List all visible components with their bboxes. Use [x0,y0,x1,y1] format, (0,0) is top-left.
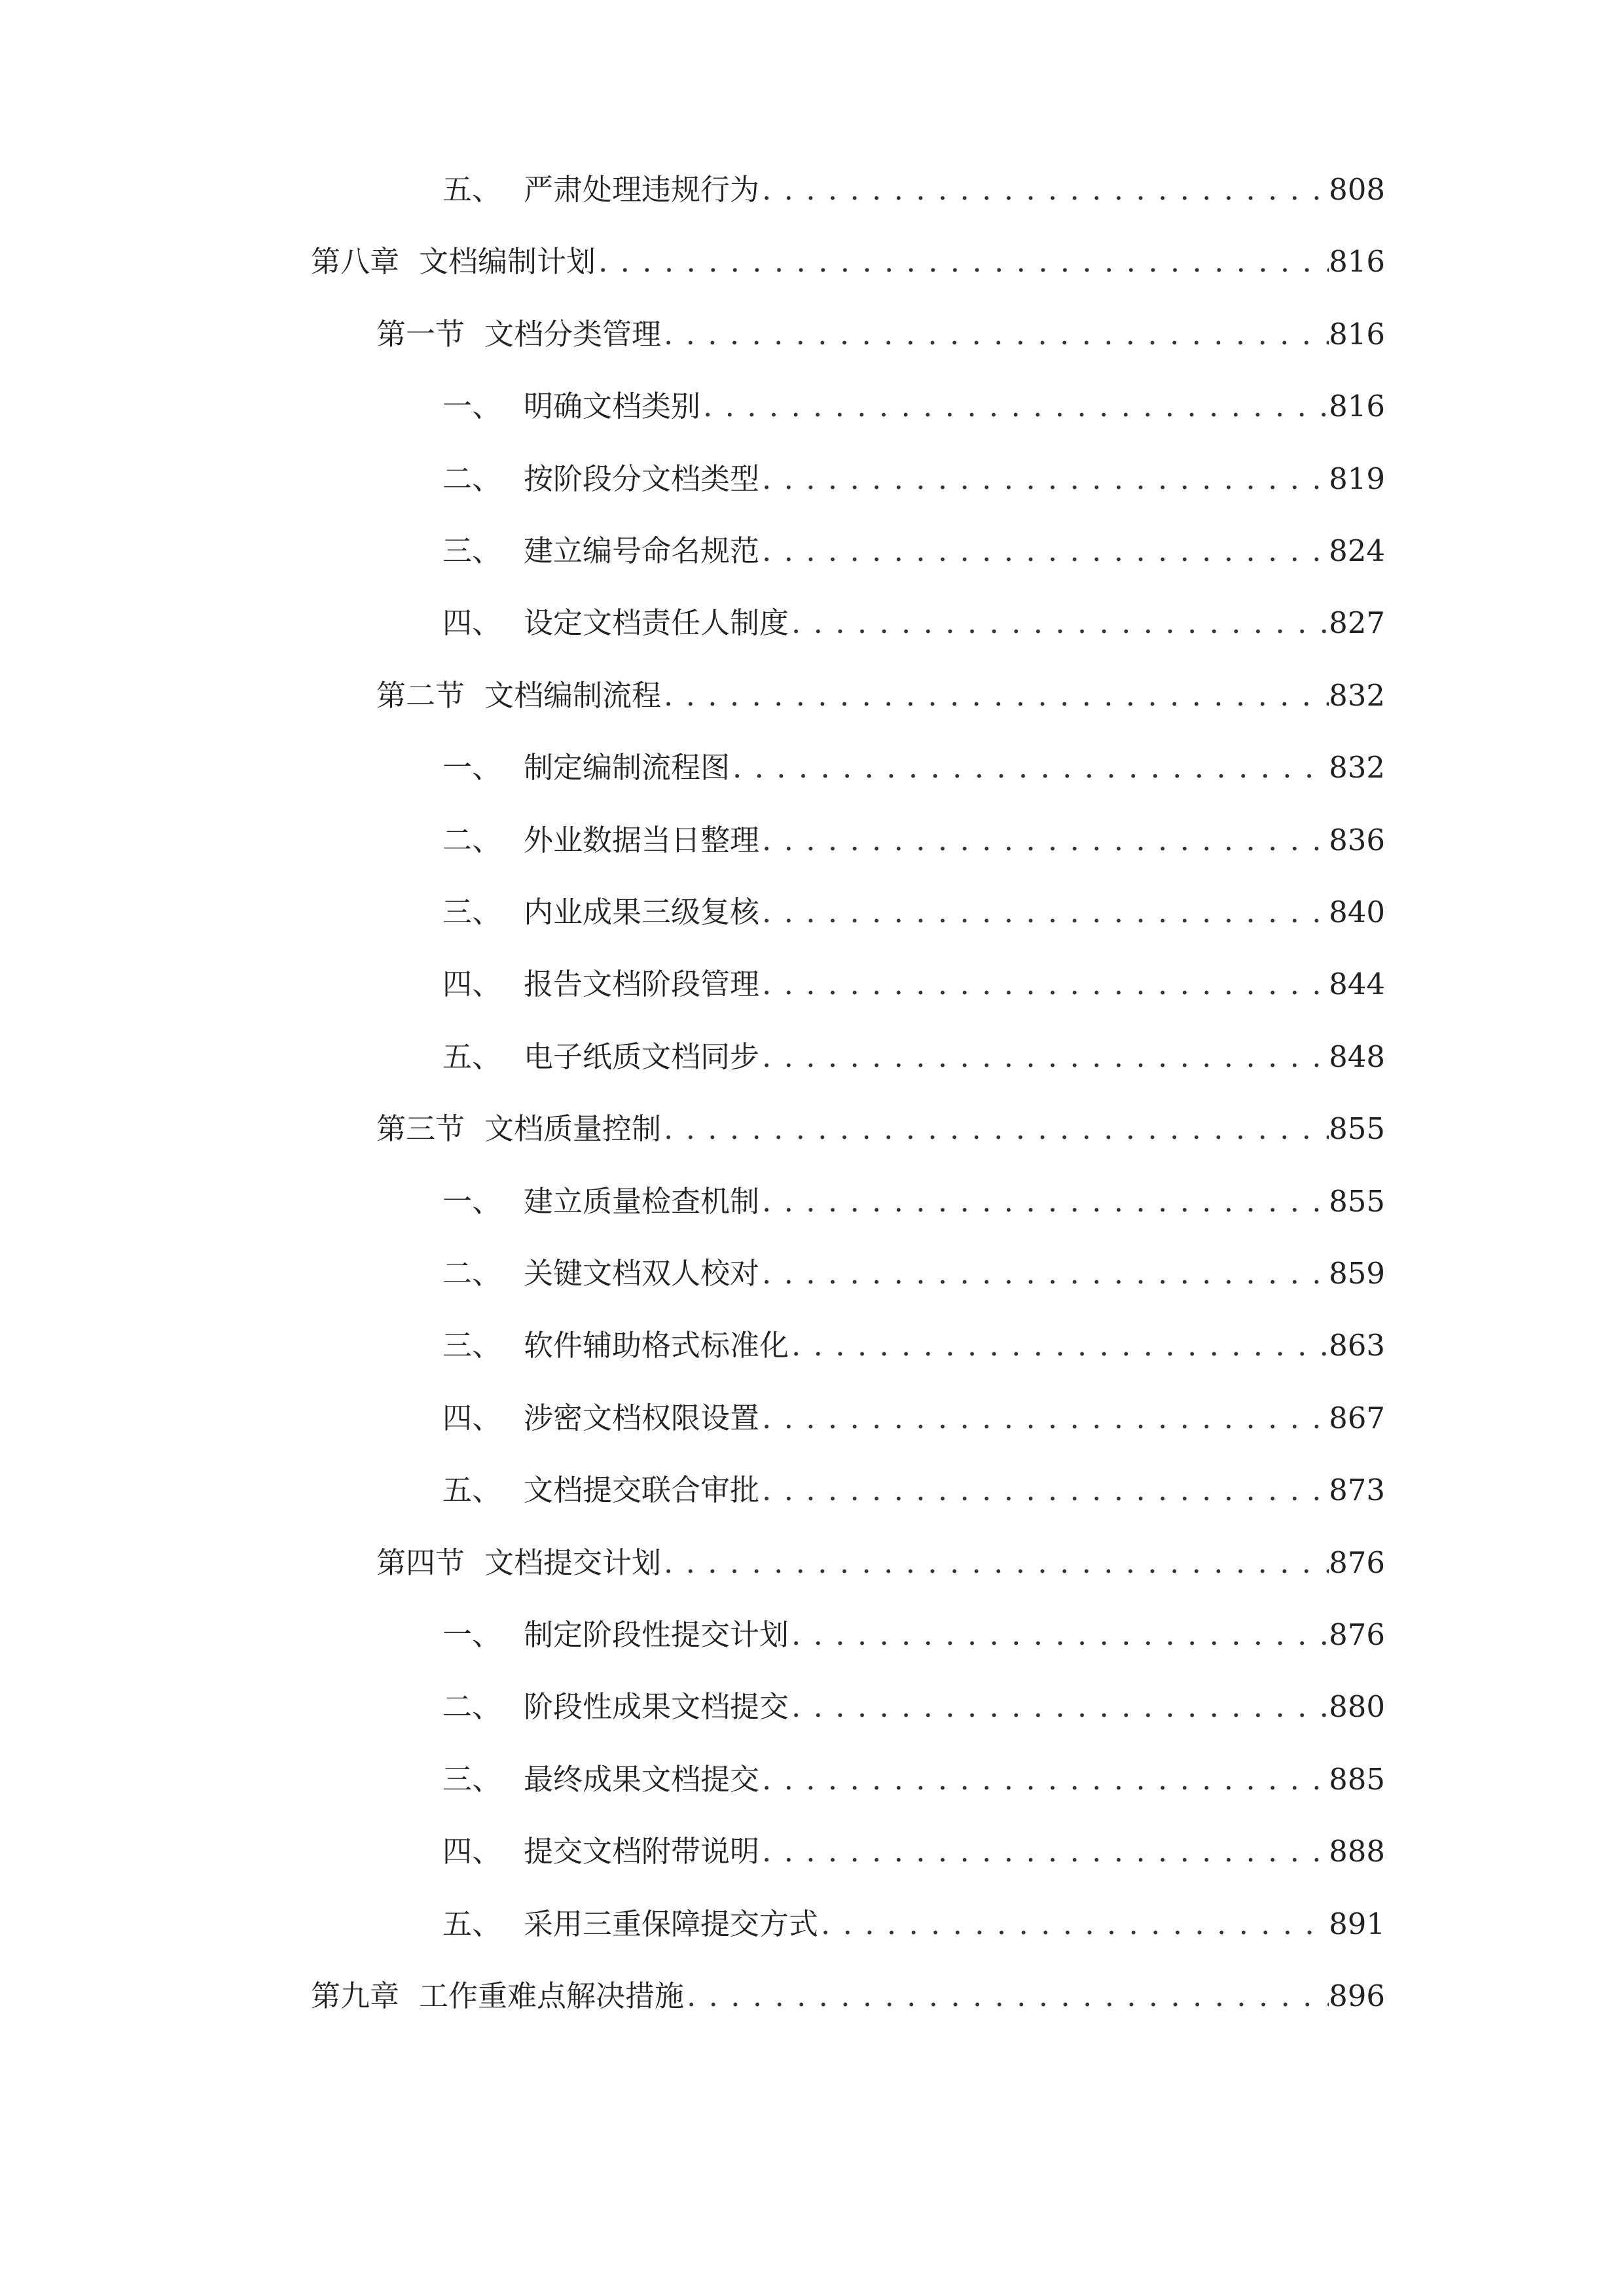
toc-entry-number: 三、 [442,1762,502,1797]
toc-entry-title: 明确文档类别 [524,389,701,423]
toc-dot-leader [732,753,1329,782]
toc-dot-leader [762,1187,1329,1216]
toc-dot-leader [664,319,1329,349]
toc-entry-page-number: 824 [1329,533,1385,568]
toc-entry-number: 五、 [442,1039,502,1074]
toc-entry-title: 关键文档双人校对 [524,1256,760,1291]
toc-entry-number: 三、 [442,1328,502,1363]
toc-entry-page-number: 832 [1329,678,1385,713]
toc-entry-number: 四、 [442,605,502,640]
toc-entry[interactable] [442,1669,1385,1724]
toc-entry-number: 第三节 [376,1111,465,1146]
toc-entry-title: 文档提交计划 [484,1545,662,1580]
toc-entry-title: 建立编号命名规范 [524,533,760,568]
toc-entry-number: 一、 [442,389,502,423]
toc-entry-page-number: 816 [1329,244,1385,279]
toc-entry-number: 第八章 [311,244,400,279]
toc-entry-number: 第九章 [311,1979,400,2013]
toc-entry[interactable] [442,1236,1385,1291]
toc-entry[interactable] [442,1886,1385,1939]
toc-entry-page-number: 819 [1329,461,1385,496]
toc-entry-title: 报告文档阶段管理 [524,967,760,1001]
toc-dot-leader [762,1837,1329,1866]
toc-entry-page-number: 827 [1329,605,1385,640]
toc-dot-leader [664,1114,1329,1143]
toc-entry[interactable] [376,296,1385,349]
toc-entry[interactable] [376,1525,1385,1580]
toc-entry[interactable] [442,152,1385,207]
toc-entry-title: 制定编制流程图 [524,750,731,785]
toc-entry-page-number: 873 [1329,1473,1385,1507]
toc-entry-number: 五、 [442,1907,502,1941]
toc-entry[interactable] [442,802,1385,855]
toc-entry-title: 文档分类管理 [484,317,662,351]
toc-entry-page-number: 863 [1329,1328,1385,1363]
toc-entry-number: 第一节 [376,317,465,351]
toc-entry-number: 一、 [442,750,502,785]
toc-entry-number: 第四节 [376,1545,465,1580]
toc-entry-title: 采用三重保障提交方式 [524,1907,819,1941]
toc-entry[interactable] [442,1164,1385,1219]
toc-dot-leader [664,681,1329,710]
toc-entry-page-number: 816 [1329,317,1385,351]
toc-entry-title: 内业成果三级复核 [524,895,760,929]
toc-entry-title: 按阶段分文档类型 [524,461,760,496]
toc-entry-title: 外业数据当日整理 [524,823,760,857]
toc-dot-leader [791,608,1329,637]
toc-entry[interactable] [442,441,1385,496]
toc-dot-leader [598,247,1329,276]
toc-entry-page-number: 888 [1329,1834,1385,1869]
toc-entry-number: 五、 [442,1473,502,1507]
toc-dot-leader [762,1259,1329,1288]
toc-entry-number: 四、 [442,1401,502,1435]
toc-entry[interactable] [442,730,1385,785]
toc-dot-leader [703,391,1329,421]
toc-entry-title: 软件辅助格式标准化 [524,1328,789,1363]
toc-entry-title: 提交文档附带说明 [524,1834,760,1869]
toc-entry-page-number: 859 [1329,1256,1385,1291]
toc-entry-number: 二、 [442,1256,502,1291]
toc-entry[interactable] [442,1452,1385,1505]
toc-entry-title: 阶段性成果文档提交 [524,1689,789,1724]
toc-dot-leader [791,1331,1329,1360]
toc-entry-title: 工作重难点解决措施 [419,1979,685,2013]
toc-entry-number: 一、 [442,1617,502,1652]
toc-entry-page-number: 855 [1329,1184,1385,1219]
toc-entry-number: 一、 [442,1184,502,1219]
toc-entry-title: 最终成果文档提交 [524,1762,760,1797]
toc-entry-number: 二、 [442,823,502,857]
toc-entry-page-number: 836 [1329,823,1385,857]
toc-dot-leader [791,1620,1329,1649]
toc-dot-leader [762,1475,1329,1505]
toc-entry-number: 四、 [442,1834,502,1869]
toc-dot-leader [821,1909,1329,1939]
toc-entry-page-number: 840 [1329,895,1385,929]
toc-dot-leader [762,536,1329,565]
toc-entry[interactable] [442,946,1385,999]
toc-entry-number: 五、 [442,172,502,207]
toc-entry[interactable] [442,1597,1385,1652]
toc-entry[interactable] [311,1958,1385,2011]
toc-entry-number: 二、 [442,461,502,496]
toc-entry-page-number: 876 [1329,1545,1385,1580]
toc-entry-page-number: 855 [1329,1111,1385,1146]
toc-entry-title: 设定文档责任人制度 [524,605,789,640]
toc-entry[interactable] [442,1814,1385,1869]
toc-entry-number: 三、 [442,895,502,929]
toc-entry-page-number: 880 [1329,1689,1385,1724]
toc-entry[interactable] [442,1742,1385,1797]
toc-entry[interactable] [376,1091,1385,1146]
toc-entry-page-number: 896 [1329,1979,1385,2013]
toc-dot-leader [762,1403,1329,1433]
toc-dot-leader [762,175,1329,204]
toc-dot-leader [791,1692,1329,1721]
toc-dot-leader [762,1042,1329,1071]
toc-entry[interactable] [376,658,1385,713]
toc-entry[interactable] [442,368,1385,421]
toc-entry[interactable] [442,1308,1385,1363]
toc-entry-page-number: 816 [1329,389,1385,423]
toc-entry-page-number: 885 [1329,1762,1385,1797]
toc-entry-number: 四、 [442,967,502,1001]
toc-entry-page-number: 844 [1329,967,1385,1001]
toc-entry-number: 二、 [442,1689,502,1724]
toc-entry[interactable] [442,513,1385,568]
toc-entry-title: 文档质量控制 [484,1111,662,1146]
toc-entry-page-number: 848 [1329,1039,1385,1074]
toc-entry-title: 建立质量检查机制 [524,1184,760,1219]
toc-entry-page-number: 867 [1329,1401,1385,1435]
toc-entry-page-number: 891 [1329,1907,1385,1941]
toc-entry[interactable] [442,1380,1385,1433]
toc-entry-title: 文档编制计划 [419,244,596,279]
toc-entry-title: 严肃处理违规行为 [524,172,760,207]
toc-dot-leader [687,1981,1329,2011]
toc-entry-title: 电子纸质文档同步 [524,1039,760,1074]
toc-entry-title: 制定阶段性提交计划 [524,1617,789,1652]
toc-dot-leader [762,464,1329,493]
toc-entry-number: 三、 [442,533,502,568]
toc-entry-title: 文档编制流程 [484,678,662,713]
toc-entry-title: 涉密文档权限设置 [524,1401,760,1435]
toc-entry[interactable] [311,224,1385,279]
toc-entry[interactable] [442,1019,1385,1074]
toc-dot-leader [762,1765,1329,1794]
toc-dot-leader [664,1548,1329,1577]
toc-entry-number: 第二节 [376,678,465,713]
toc-dot-leader [762,897,1329,927]
toc-entry[interactable] [442,585,1385,640]
toc-entry-page-number: 808 [1329,172,1385,207]
toc-entry-page-number: 876 [1329,1617,1385,1652]
toc-dot-leader [762,825,1329,855]
toc-entry[interactable] [442,874,1385,927]
toc-entry-page-number: 832 [1329,750,1385,785]
toc-entry-title: 文档提交联合审批 [524,1473,760,1507]
toc-dot-leader [762,969,1329,999]
